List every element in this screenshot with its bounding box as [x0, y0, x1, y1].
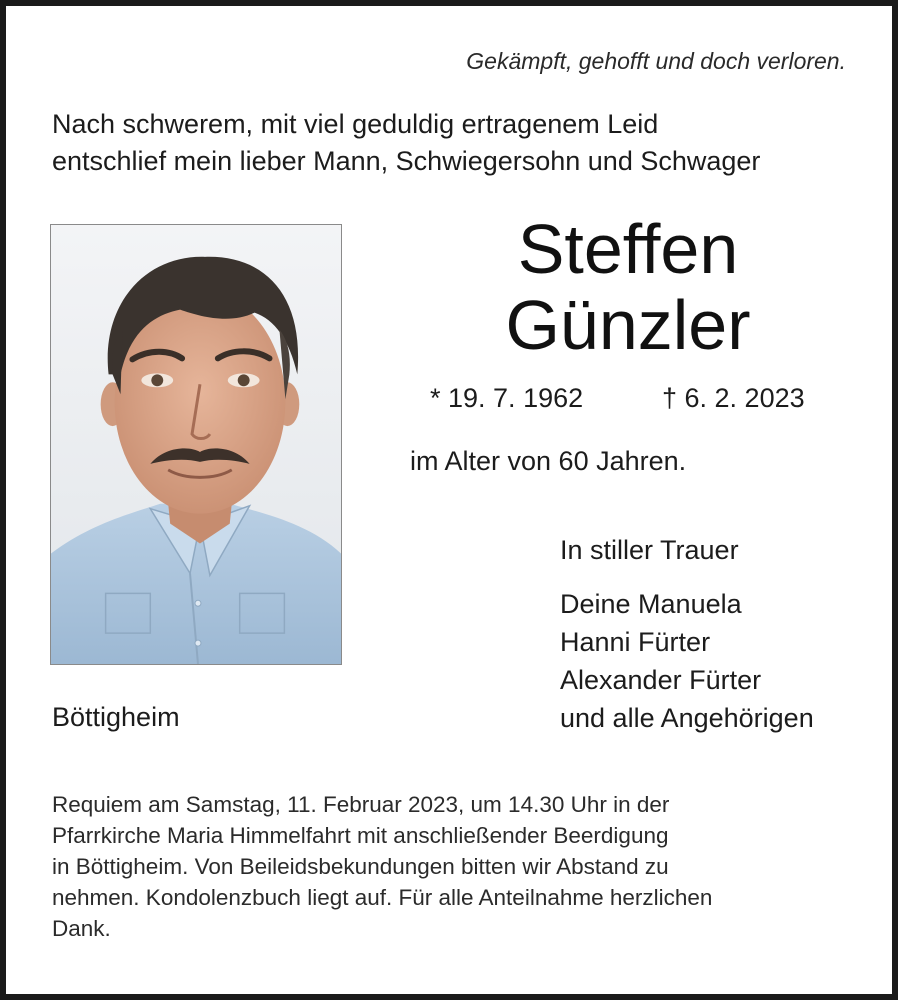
intro-line: Nach schwerem, mit viel geduldig ertragenem Leid — [52, 109, 659, 139]
mourner-name: Hanni Fürter — [560, 627, 711, 657]
notice-line: Dank. — [52, 916, 111, 941]
motto: Gekämpft, gehofft und doch verloren. — [466, 48, 846, 74]
deceased-last-name: Günzler — [505, 286, 751, 364]
intro-text — [52, 106, 872, 180]
notice-line: Pfarrkirche Maria Himmelfahrt mit anschließender Beerdigung — [52, 823, 669, 848]
notice-line: in Böttigheim. Von Beileidsbekundungen bitten wir Abstand zu — [52, 854, 669, 879]
portrait-illustration — [51, 225, 341, 664]
notice-line: nehmen. Kondolenzbuch liegt auf. Für alle Anteilnahme herzlichen — [52, 885, 713, 910]
birth-date: * 19. 7. 1962 — [430, 383, 584, 413]
funeral-notice — [52, 789, 852, 944]
mourner-name: Deine Manuela — [560, 589, 742, 619]
mourning-heading: In stiller Trauer — [560, 535, 739, 565]
notice-line: Requiem am Samstag, 11. Februar 2023, um 14.30 Uhr in der — [52, 792, 670, 817]
place-name: Böttigheim — [52, 702, 180, 732]
portrait-photo — [50, 224, 342, 665]
death-date: † 6. 2. 2023 — [662, 383, 805, 413]
age-text: im Alter von 60 Jahren. — [410, 446, 687, 476]
intro-line: entschlief mein lieber Mann, Schwiegersohn und Schwager — [52, 146, 761, 176]
mourner-name: und alle Angehörigen — [560, 703, 814, 733]
mourner-name: Alexander Fürter — [560, 665, 762, 695]
deceased-first-name: Steffen — [517, 210, 739, 288]
mourners-list — [560, 585, 814, 737]
